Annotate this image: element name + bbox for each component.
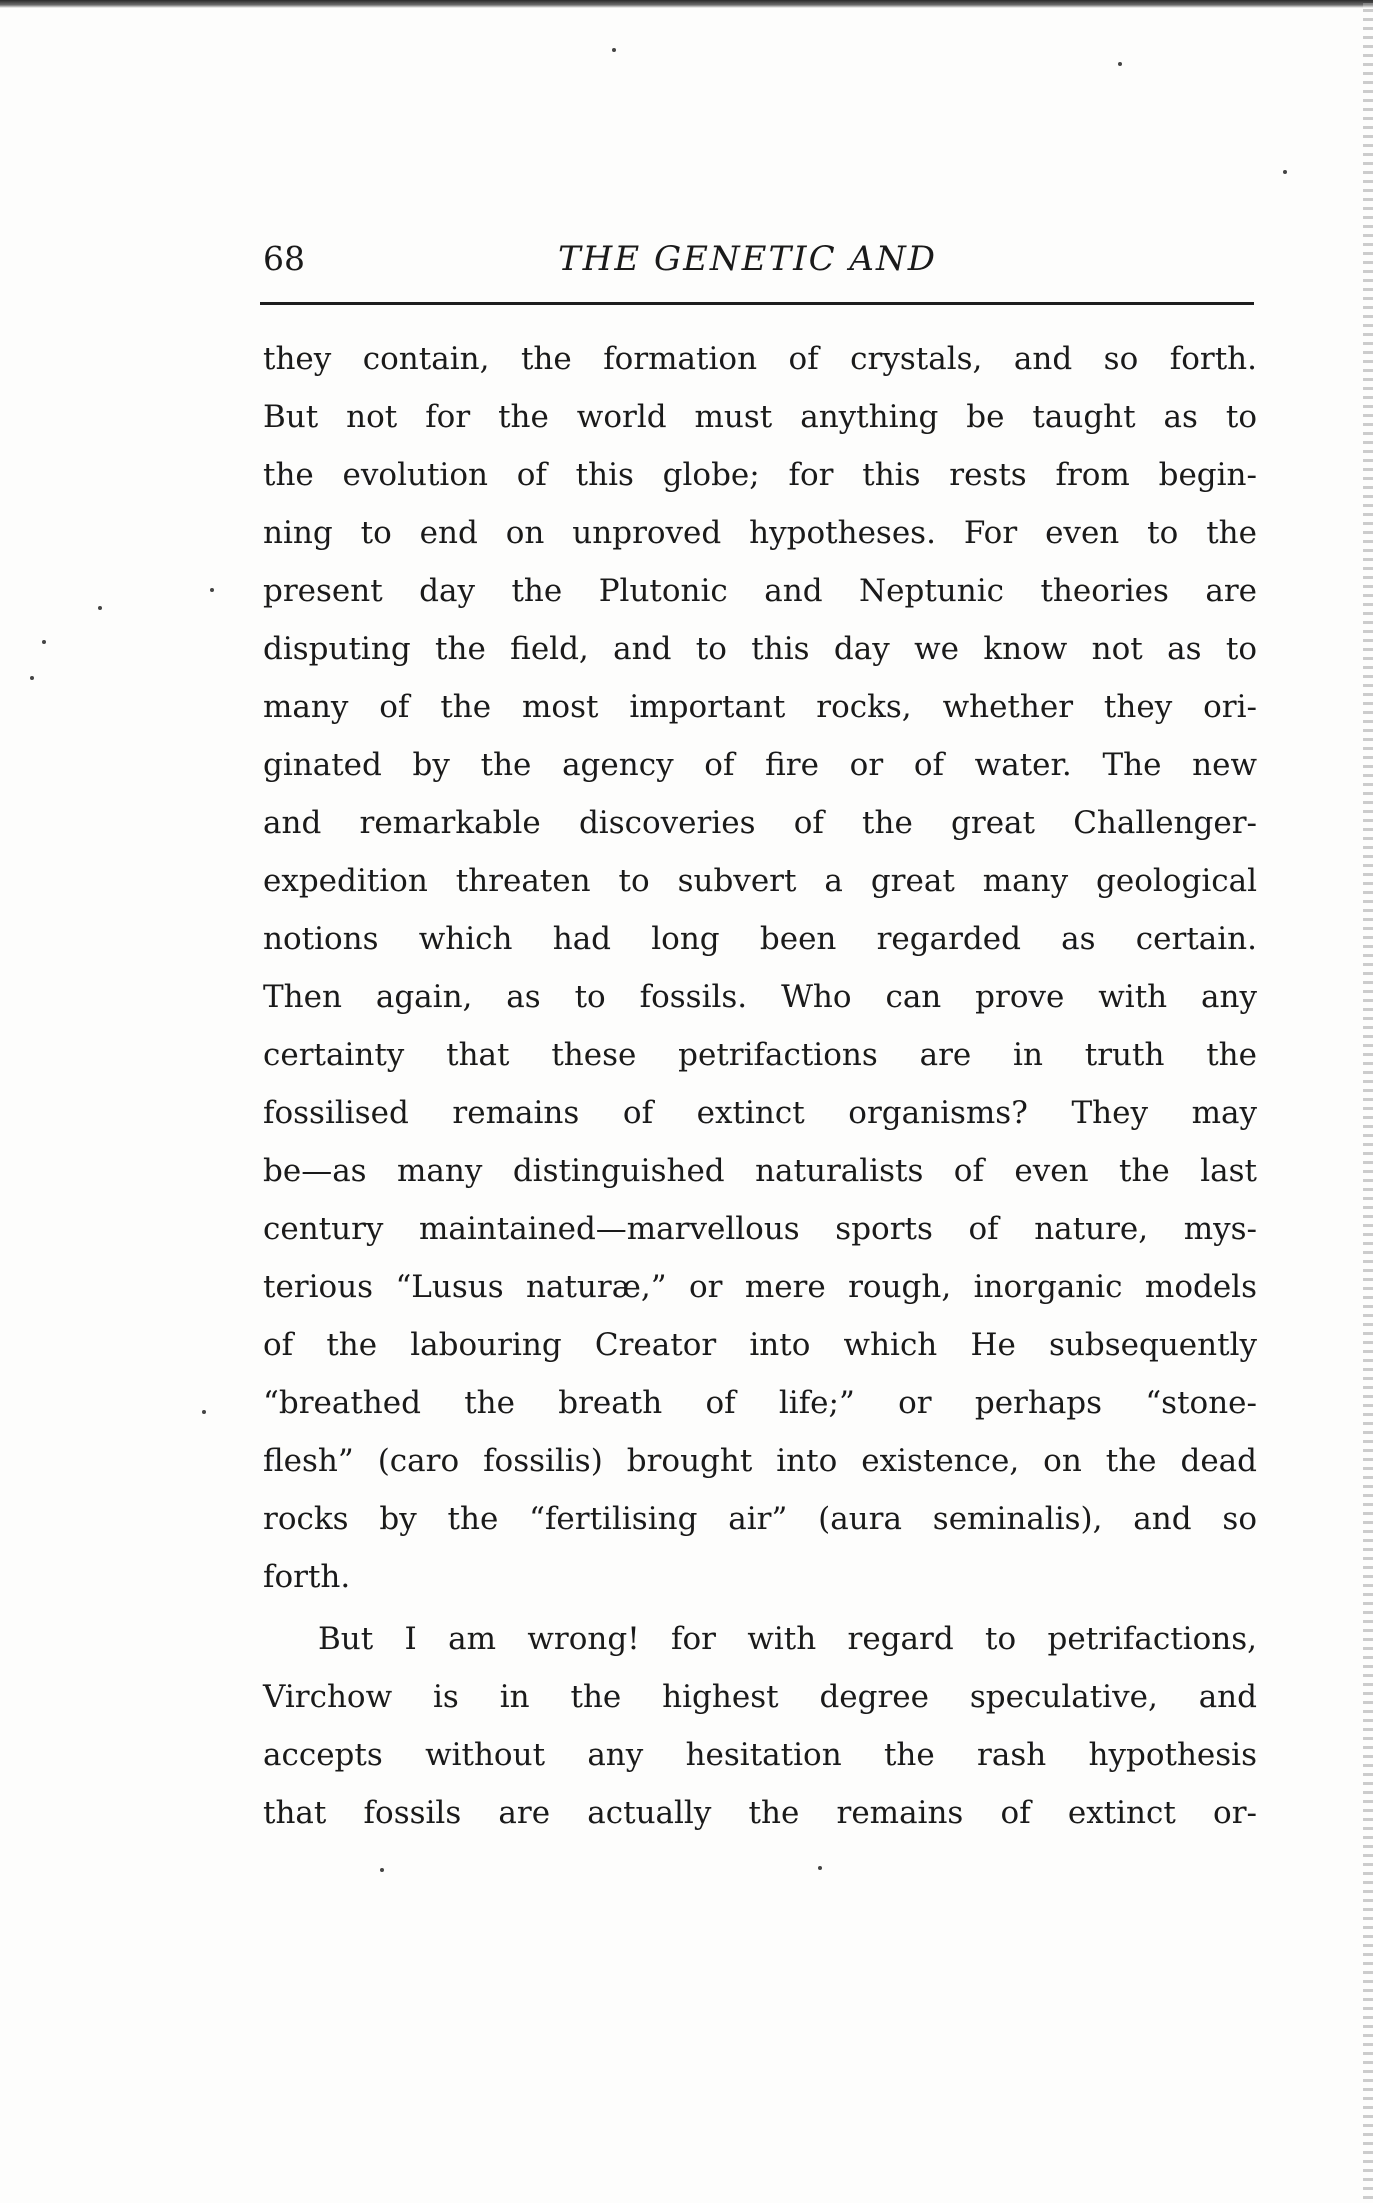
text-line: “breathed the breath of life;” or perhaps “stone- [263,1385,1257,1421]
running-head: THE GENETIC AND [558,239,937,279]
text-line: expedition threaten to subvert a great many geological [263,863,1257,899]
paper-speck [30,676,34,680]
page-header [263,234,1253,284]
text-line: rocks by the “fertilising air” (aura seminalis), and so [263,1501,1257,1537]
text-line: many of the most important rocks, whether they ori- [263,689,1257,725]
paper-speck [1283,170,1287,174]
paper-speck [818,1866,822,1870]
paper-speck [210,588,214,592]
text-line: disputing the field, and to this day we know not as to [263,631,1257,667]
text-line: flesh” (caro fossilis) brought into existence, on the dead [263,1443,1257,1479]
page-right-edge [1363,0,1373,2203]
body-text [263,330,1257,1842]
text-line: Then again, as to fossils. Who can prove with any [263,979,1257,1015]
text-line: notions which had long been regarded as certain. [263,921,1257,957]
paper-speck [1118,62,1122,66]
text-line: present day the Plutonic and Neptunic theories are [263,573,1257,609]
text-line: that fossils are actually the remains of extinct or- [263,1795,1257,1831]
text-line: accepts without any hesitation the rash hypothesis [263,1737,1257,1773]
text-line: But not for the world must anything be taught as to [263,399,1257,435]
paper-speck [98,606,102,610]
text-line: Virchow is in the highest degree speculative, and [263,1679,1257,1715]
paper-speck [42,640,46,644]
text-line: and remarkable discoveries of the great Challenger- [263,805,1257,841]
text-line: ning to end on unproved hypotheses. For even to the [263,515,1257,551]
text-line: century maintained—marvellous sports of nature, mys- [263,1211,1257,1247]
text-line: they contain, the formation of crystals, and so forth. [263,341,1257,377]
page-number: 68 [263,239,305,278]
text-line: the evolution of this globe; for this rests from begin- [263,457,1257,493]
text-line: But I am wrong! for with regard to petrifactions, [318,1621,1257,1657]
text-line: be—as many distinguished naturalists of even the last [263,1153,1257,1189]
paper-speck [380,1868,384,1872]
page-top-edge [0,0,1373,8]
text-line: certainty that these petrifactions are in truth the [263,1037,1257,1073]
paper-speck [612,48,616,52]
header-rule [260,302,1254,305]
text-line: ginated by the agency of fire or of water. The new [263,747,1257,783]
text-line: fossilised remains of extinct organisms? They may [263,1095,1257,1131]
text-line: forth. [263,1559,351,1595]
text-line: terious “Lusus naturæ,” or mere rough, inorganic models [263,1269,1257,1305]
paper-speck [202,1410,206,1414]
text-line: of the labouring Creator into which He subsequently [263,1327,1257,1363]
